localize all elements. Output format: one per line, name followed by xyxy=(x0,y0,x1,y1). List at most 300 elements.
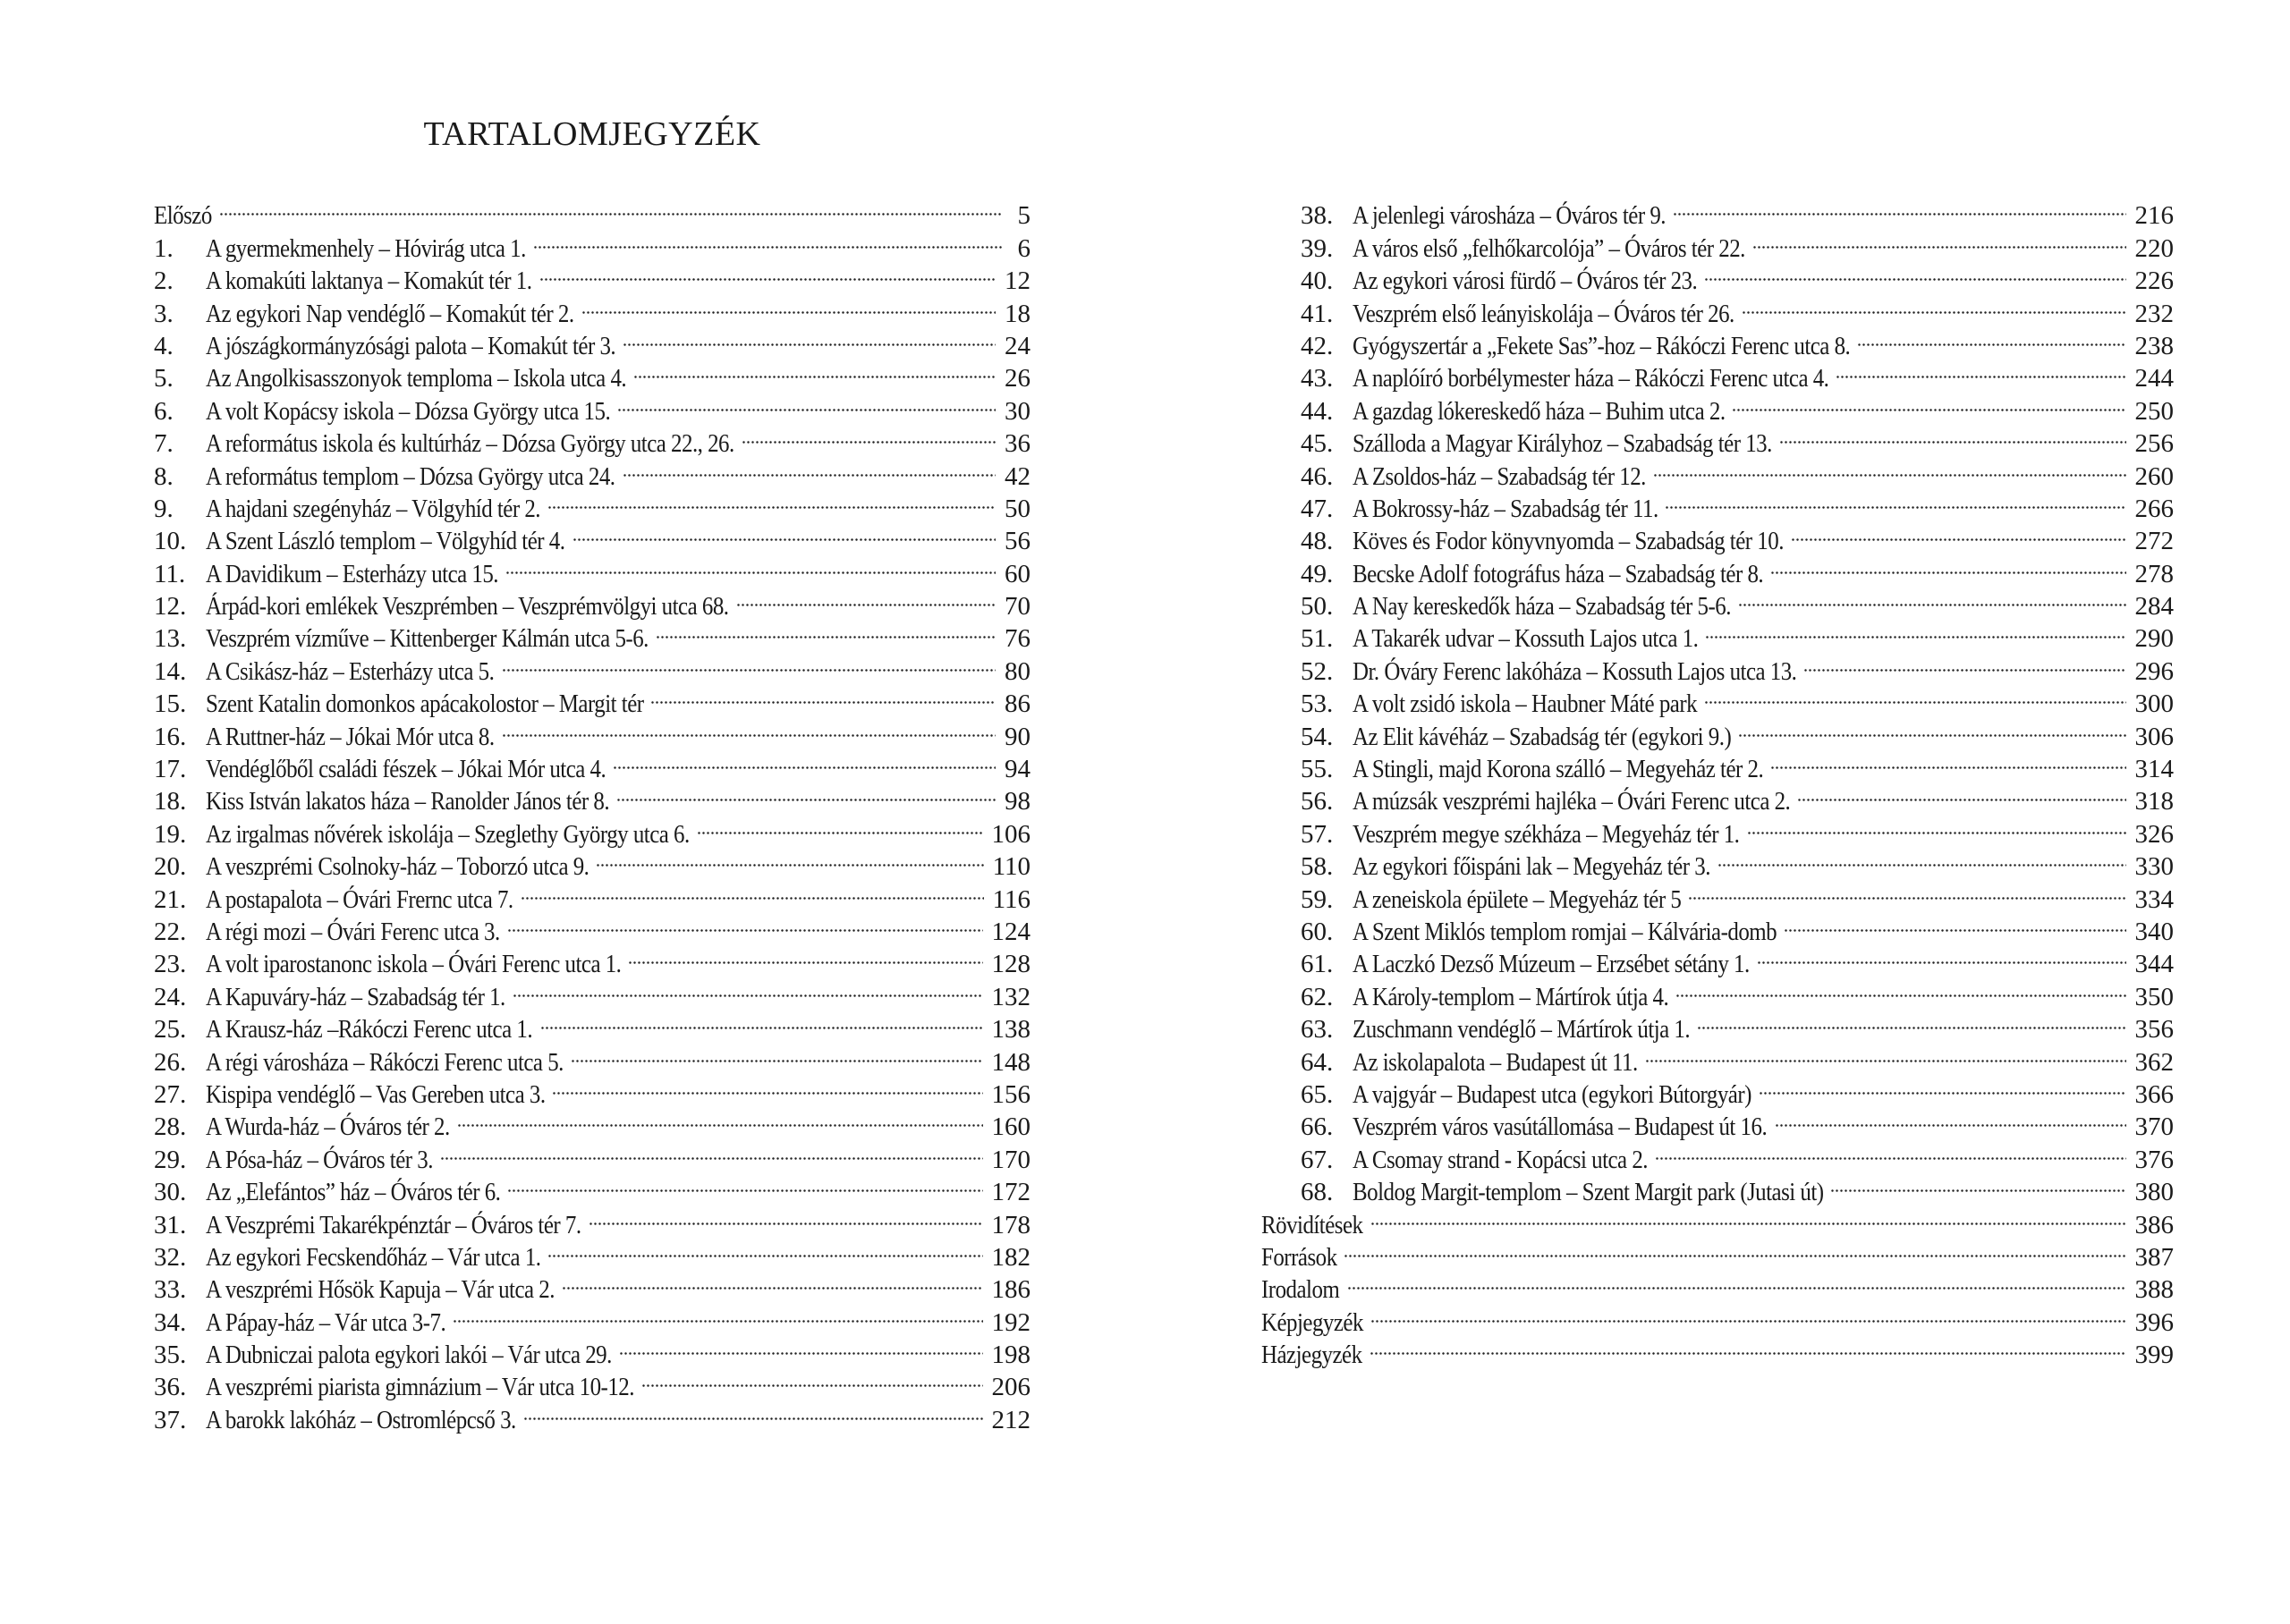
entry-number: 37. xyxy=(154,1405,187,1434)
dot-leader xyxy=(457,1103,983,1135)
dot-leader xyxy=(1705,614,2125,647)
entry-number: 20. xyxy=(154,852,187,882)
entry-page-number: 396 xyxy=(2134,1307,2174,1337)
entry-number: 24. xyxy=(154,982,187,1011)
entry-page-number: 366 xyxy=(2134,1079,2174,1109)
dot-leader xyxy=(1757,940,2126,972)
entry-page-number: 250 xyxy=(2134,396,2174,426)
dot-leader xyxy=(641,1363,982,1395)
entry-title: Az egykori főispáni lak – Megyeház tér 3. xyxy=(1353,852,1710,882)
toc-entry[interactable] xyxy=(1261,1331,2174,1370)
toc-entry[interactable] xyxy=(1261,1265,2174,1305)
entry-number: 9. xyxy=(154,494,174,523)
entry-title: A Pápay-ház – Vár utca 3-7. xyxy=(206,1307,446,1337)
entry-number: 34. xyxy=(154,1307,187,1337)
entry-title: Boldog Margit-templom – Szent Margit park (Jutasi út) xyxy=(1353,1178,1824,1207)
dot-leader xyxy=(623,452,996,484)
dot-leader xyxy=(1645,1037,2125,1070)
entry-number: 57. xyxy=(1301,819,1334,849)
entry-number: 27. xyxy=(154,1079,187,1109)
dot-leader xyxy=(596,842,983,875)
entry-title: A jelenlegi városháza – Óváros tér 9. xyxy=(1353,201,1667,231)
entry-page-number: 128 xyxy=(991,950,1030,979)
entry-title: A volt zsidó iskola – Haubner Máté park xyxy=(1353,689,1698,719)
dot-leader xyxy=(547,1233,982,1265)
entry-title: A Bokrossy-ház – Szabadság tér 11. xyxy=(1353,494,1658,523)
dot-leader xyxy=(697,809,983,842)
dot-leader xyxy=(742,419,996,452)
entry-title: A veszprémi piarista gimnázium – Vár utca 10-12. xyxy=(206,1373,634,1402)
dot-leader xyxy=(1747,809,2126,842)
entry-number: 2. xyxy=(154,266,174,296)
entry-title: A hajdani szegényház – Völgyhíd tér 2. xyxy=(206,494,541,523)
dot-leader xyxy=(1791,517,2126,549)
dot-leader xyxy=(547,485,996,517)
entry-page-number: 232 xyxy=(2134,299,2174,328)
entry-number: 35. xyxy=(154,1341,187,1370)
entry-number: 65. xyxy=(1301,1079,1334,1109)
entry-title: A Károly-templom – Mártírok útja 4. xyxy=(1353,982,1669,1011)
entry-title: A régi városháza – Rákóczi Ferenc utca 5. xyxy=(206,1047,564,1077)
entry-page-number: 138 xyxy=(991,1015,1030,1045)
entry-title: A naplóíró borbélymester háza – Rákóczi Ferenc utca 4. xyxy=(1353,364,1829,393)
entry-number: 42. xyxy=(1301,331,1334,360)
entry-number: 6. xyxy=(154,396,174,426)
entry-number: 52. xyxy=(1301,656,1334,686)
entry-page-number: 24 xyxy=(1005,331,1030,360)
entry-title: A Zsoldos-ház – Szabadság tér 12. xyxy=(1353,461,1646,491)
entry-number: 43. xyxy=(1301,364,1334,393)
dot-leader xyxy=(617,386,996,419)
entry-title: A Wurda-ház – Óváros tér 2. xyxy=(206,1112,450,1142)
entry-number: 12. xyxy=(154,592,187,622)
toc-right-column xyxy=(1261,191,2174,1370)
entry-page-number: 376 xyxy=(2134,1145,2174,1174)
dot-leader xyxy=(589,1200,983,1232)
dot-leader xyxy=(1779,419,2126,452)
dot-leader xyxy=(1775,1103,2126,1135)
entry-number: 26. xyxy=(154,1047,187,1077)
entry-number: 14. xyxy=(154,656,187,686)
dot-leader xyxy=(572,517,996,549)
entry-title: Rövidítések xyxy=(1261,1210,1363,1239)
entry-page-number: 284 xyxy=(2134,592,2174,622)
toc-entry[interactable] xyxy=(154,191,1030,231)
entry-title: Dr. Óváry Ferenc lakóháza – Kossuth Lajos utca 13. xyxy=(1353,656,1797,686)
entry-page-number: 216 xyxy=(2134,201,2174,231)
entry-title: Előszó xyxy=(154,201,212,231)
entry-page-number: 300 xyxy=(2134,689,2174,719)
entry-number: 47. xyxy=(1301,494,1334,523)
entry-number: 4. xyxy=(154,331,174,360)
entry-number: 66. xyxy=(1301,1112,1334,1142)
entry-number: 48. xyxy=(1301,527,1334,556)
entry-page-number: 110 xyxy=(992,852,1030,882)
dot-leader xyxy=(1742,289,2126,321)
entry-page-number: 86 xyxy=(1005,689,1030,719)
entry-title: A veszprémi Csolnoky-ház – Toborzó utca 9. xyxy=(206,852,589,882)
dot-leader xyxy=(502,712,997,744)
dot-leader xyxy=(540,1005,983,1037)
dot-leader xyxy=(1770,549,2125,581)
entry-title: Árpád-kori emlékek Veszprémben – Veszprémvölgyi utca 68. xyxy=(206,592,729,622)
entry-number: 40. xyxy=(1301,266,1334,296)
entry-number: 50. xyxy=(1301,592,1334,622)
entry-title: Képjegyzék xyxy=(1261,1307,1363,1337)
entry-title: Szálloda a Magyar Királyhoz – Szabadság tér 13. xyxy=(1353,429,1772,459)
entry-number: 38. xyxy=(1301,201,1334,231)
entry-page-number: 212 xyxy=(991,1405,1030,1434)
entry-number: 55. xyxy=(1301,755,1334,784)
dot-leader xyxy=(1830,1168,2125,1200)
entry-title: A Pósa-ház – Óváros tér 3. xyxy=(206,1145,433,1174)
dot-leader xyxy=(1836,354,2125,386)
entry-page-number: 42 xyxy=(1005,461,1030,491)
dot-leader xyxy=(619,1331,982,1363)
entry-page-number: 124 xyxy=(991,917,1030,946)
dot-leader xyxy=(1797,777,2125,809)
entry-number: 17. xyxy=(154,755,187,784)
dot-leader xyxy=(453,1298,982,1330)
entry-number: 10. xyxy=(154,527,187,556)
dot-leader xyxy=(650,680,996,712)
dot-leader xyxy=(1704,257,2125,289)
entry-page-number: 238 xyxy=(2134,331,2174,360)
page-title: TARTALOMJEGYZÉK xyxy=(423,115,761,153)
entry-title: A volt Kopácsy iskola – Dózsa György utca 15. xyxy=(206,396,611,426)
entry-page-number: 399 xyxy=(2134,1341,2174,1370)
entry-title: Az „Elefántos” ház – Óváros tér 6. xyxy=(206,1178,501,1207)
entry-page-number: 388 xyxy=(2134,1275,2174,1305)
entry-number: 33. xyxy=(154,1275,187,1305)
dot-leader xyxy=(1803,647,2125,679)
entry-page-number: 178 xyxy=(991,1210,1030,1239)
dot-leader xyxy=(1738,712,2125,744)
entry-title: A Veszprémi Takarékpénztár – Óváros tér 7. xyxy=(206,1210,581,1239)
entry-page-number: 148 xyxy=(991,1047,1030,1077)
entry-title: A barokk lakóház – Ostromlépcső 3. xyxy=(206,1405,516,1434)
toc-left-column xyxy=(154,191,1030,1434)
entry-page-number: 370 xyxy=(2134,1112,2174,1142)
entry-page-number: 76 xyxy=(1005,624,1030,654)
entry-title: A zeneiskola épülete – Megyeház tér 5 xyxy=(1353,884,1682,914)
entry-title: A régi mozi – Óvári Ferenc utca 3. xyxy=(206,917,500,946)
dot-leader xyxy=(507,908,983,940)
toc-entry[interactable] xyxy=(1261,1298,2174,1337)
entry-page-number: 94 xyxy=(1005,755,1030,784)
entry-number: 59. xyxy=(1301,884,1334,914)
entry-title: Kiss István lakatos háza – Ranolder János tér 8. xyxy=(206,787,610,816)
entry-page-number: 160 xyxy=(991,1112,1030,1142)
entry-page-number: 192 xyxy=(991,1307,1030,1337)
entry-title: Veszprém megye székháza – Megyeház tér 1. xyxy=(1353,819,1740,849)
entry-number: 64. xyxy=(1301,1047,1334,1077)
dot-leader xyxy=(1655,1135,2125,1167)
dot-leader xyxy=(1347,1265,2126,1298)
entry-title: A volt iparostanonc iskola – Óvári Ferenc utca 1. xyxy=(206,950,622,979)
entry-title: Irodalom xyxy=(1261,1275,1340,1305)
entry-title: Veszprém első leányiskolája – Óváros tér 26. xyxy=(1353,299,1734,328)
dot-leader xyxy=(533,224,1002,256)
entry-page-number: 362 xyxy=(2134,1047,2174,1077)
entry-page-number: 132 xyxy=(991,982,1030,1011)
dot-leader xyxy=(1718,842,2126,875)
dot-leader xyxy=(562,1265,983,1298)
entry-title: A gazdag lókereskedő háza – Buhim utca 2. xyxy=(1353,396,1726,426)
entry-title: A református templom – Dózsa György utca 24. xyxy=(206,461,615,491)
entry-page-number: 326 xyxy=(2134,819,2174,849)
entry-title: Zuschmann vendéglő – Mártírok útja 1. xyxy=(1353,1015,1691,1045)
entry-title: Források xyxy=(1261,1242,1337,1272)
entry-title: A vajgyár – Budapest utca (egykori Bútorgyár) xyxy=(1353,1079,1751,1109)
dot-leader xyxy=(1653,452,2126,484)
entry-page-number: 12 xyxy=(1005,266,1030,296)
entry-number: 45. xyxy=(1301,429,1334,459)
entry-page-number: 186 xyxy=(991,1275,1030,1305)
toc-entry[interactable] xyxy=(1261,191,2174,231)
entry-number: 46. xyxy=(1301,461,1334,491)
toc-entry[interactable] xyxy=(154,224,1030,263)
entry-page-number: 172 xyxy=(991,1178,1030,1207)
entry-title: Veszprém város vasútállomása – Budapest út 16. xyxy=(1353,1112,1768,1142)
dot-leader xyxy=(513,972,983,1004)
entry-page-number: 56 xyxy=(1005,527,1030,556)
entry-page-number: 70 xyxy=(1005,592,1030,622)
entry-page-number: 170 xyxy=(991,1145,1030,1174)
dot-leader xyxy=(502,647,997,679)
entry-number: 41. xyxy=(1301,299,1334,328)
entry-page-number: 50 xyxy=(1005,494,1030,523)
entry-page-number: 290 xyxy=(2134,624,2174,654)
entry-page-number: 344 xyxy=(2134,950,2174,979)
entry-page-number: 256 xyxy=(2134,429,2174,459)
dot-leader xyxy=(1784,908,2126,940)
dot-leader xyxy=(1857,322,2125,354)
entry-title: Becske Adolf fotográfus háza – Szabadság tér 8. xyxy=(1353,559,1764,588)
entry-page-number: 244 xyxy=(2134,364,2174,393)
entry-number: 68. xyxy=(1301,1178,1334,1207)
entry-number: 32. xyxy=(154,1242,187,1272)
entry-title: A postapalota – Óvári Frernc utca 7. xyxy=(206,884,513,914)
dot-leader xyxy=(1344,1233,2125,1265)
entry-number: 30. xyxy=(154,1178,187,1207)
entry-page-number: 90 xyxy=(1005,722,1030,751)
entry-number: 62. xyxy=(1301,982,1334,1011)
entry-number: 5. xyxy=(154,364,174,393)
entry-title: Köves és Fodor könyvnyomda – Szabadság tér 10. xyxy=(1353,527,1784,556)
entry-title: A Csikász-ház – Esterházy utca 5. xyxy=(206,656,495,686)
dot-leader xyxy=(1738,582,2125,614)
dot-leader xyxy=(656,614,997,647)
entry-page-number: 334 xyxy=(2134,884,2174,914)
entry-number: 49. xyxy=(1301,559,1334,588)
entry-number: 60. xyxy=(1301,917,1334,946)
entry-title: A Stingli, majd Korona szálló – Megyeház tér 2. xyxy=(1353,755,1764,784)
entry-title: Az Elit kávéház – Szabadság tér (egykori 9.) xyxy=(1353,722,1732,751)
entry-page-number: 387 xyxy=(2134,1242,2174,1272)
entry-page-number: 260 xyxy=(2134,461,2174,491)
entry-page-number: 386 xyxy=(2134,1210,2174,1239)
dot-leader xyxy=(613,745,996,777)
entry-page-number: 26 xyxy=(1005,364,1030,393)
entry-title: Házjegyzék xyxy=(1261,1341,1362,1370)
entry-page-number: 318 xyxy=(2134,787,2174,816)
entry-title: Kispipa vendéglő – Vas Gereben utca 3. xyxy=(206,1079,546,1109)
entry-number: 56. xyxy=(1301,787,1334,816)
entry-title: Az iskolapalota – Budapest út 11. xyxy=(1353,1047,1638,1077)
entry-number: 8. xyxy=(154,461,174,491)
entry-title: A Krausz-ház –Rákóczi Ferenc utca 1. xyxy=(206,1015,533,1045)
entry-title: A gyermekmenhely – Hóvirág utca 1. xyxy=(206,233,526,263)
entry-page-number: 60 xyxy=(1005,559,1030,588)
entry-number: 58. xyxy=(1301,852,1334,882)
entry-page-number: 18 xyxy=(1005,299,1030,328)
entry-page-number: 156 xyxy=(991,1079,1030,1109)
entry-number: 31. xyxy=(154,1210,187,1239)
entry-number: 44. xyxy=(1301,396,1334,426)
entry-number: 7. xyxy=(154,429,174,459)
toc-entry[interactable] xyxy=(1261,1200,2174,1239)
entry-number: 16. xyxy=(154,722,187,751)
entry-title: A Ruttner-ház – Jókai Mór utca 8. xyxy=(206,722,495,751)
entry-page-number: 296 xyxy=(2134,656,2174,686)
entry-page-number: 306 xyxy=(2134,722,2174,751)
entry-title: A református iskola és kultúrház – Dózsa György utca 22., 26. xyxy=(206,429,734,459)
dot-leader xyxy=(552,1070,982,1103)
entry-title: Az irgalmas nővérek iskolája – Szeglethy György utca 6. xyxy=(206,819,690,849)
entry-number: 18. xyxy=(154,787,187,816)
entry-number: 19. xyxy=(154,819,187,849)
entry-number: 13. xyxy=(154,624,187,654)
dot-leader xyxy=(1370,1298,2125,1330)
dot-leader xyxy=(1759,1070,2125,1103)
entry-number: 39. xyxy=(1301,233,1334,263)
entry-title: A Dubniczai palota egykori lakói – Vár utca 29. xyxy=(206,1341,612,1370)
entry-title: A jószágkormányzósági palota – Komakút tér 3. xyxy=(206,331,616,360)
entry-page-number: 98 xyxy=(1005,787,1030,816)
dot-leader xyxy=(219,191,1003,224)
entry-page-number: 5 xyxy=(1017,201,1030,231)
dot-leader xyxy=(1770,745,2125,777)
entry-page-number: 36 xyxy=(1005,429,1030,459)
entry-title: Az egykori városi fürdő – Óváros tér 23. xyxy=(1353,266,1698,296)
entry-number: 36. xyxy=(154,1373,187,1402)
entry-number: 21. xyxy=(154,884,187,914)
dot-leader xyxy=(521,875,984,907)
entry-title: Veszprém vízműve – Kittenberger Kálmán utca 5-6. xyxy=(206,624,649,654)
entry-number: 3. xyxy=(154,299,174,328)
entry-title: Vendéglőből családi fészek – Jókai Mór utca 4. xyxy=(206,755,606,784)
entry-page-number: 116 xyxy=(992,884,1030,914)
entry-title: Az Angolkisasszonyok temploma – Iskola utca 4. xyxy=(206,364,627,393)
entry-title: A veszprémi Hősök Kapuja – Vár utca 2. xyxy=(206,1275,555,1305)
dot-leader xyxy=(505,549,996,581)
entry-page-number: 330 xyxy=(2134,852,2174,882)
entry-page-number: 356 xyxy=(2134,1015,2174,1045)
entry-number: 1. xyxy=(154,233,174,263)
entry-number: 25. xyxy=(154,1015,187,1045)
dot-leader xyxy=(523,1395,983,1427)
entry-number: 28. xyxy=(154,1112,187,1142)
dot-leader xyxy=(1752,224,2126,256)
entry-number: 15. xyxy=(154,689,187,719)
entry-title: A komakúti laktanya – Komakút tér 1. xyxy=(206,266,532,296)
dot-leader xyxy=(1665,485,2125,517)
entry-title: Szent Katalin domonkos apácakolostor – Margit tér xyxy=(206,689,644,719)
entry-number: 54. xyxy=(1301,722,1334,751)
entry-page-number: 226 xyxy=(2134,266,2174,296)
dot-leader xyxy=(1370,1200,2126,1232)
entry-number: 23. xyxy=(154,950,187,979)
entry-title: A Kapuváry-ház – Szabadság tér 1. xyxy=(206,982,505,1011)
entry-number: 29. xyxy=(154,1145,187,1174)
dot-leader xyxy=(1732,386,2125,419)
entry-title: A Szent László templom – Völgyhíd tér 4. xyxy=(206,527,565,556)
entry-page-number: 80 xyxy=(1005,656,1030,686)
toc-entry[interactable] xyxy=(1261,1233,2174,1272)
entry-title: A Szent Miklós templom romjai – Kálvária-domb xyxy=(1353,917,1777,946)
entry-title: A város első „felhőkarcolója” – Óváros tér 22. xyxy=(1353,233,1745,263)
entry-title: A Nay kereskedők háza – Szabadság tér 5-6. xyxy=(1353,592,1731,622)
dot-leader xyxy=(633,354,996,386)
entry-title: A Laczkó Dezső Múzeum – Erzsébet sétány 1. xyxy=(1353,950,1750,979)
entry-page-number: 198 xyxy=(991,1341,1030,1370)
entry-page-number: 278 xyxy=(2134,559,2174,588)
entry-title: A múzsák veszprémi hajléka – Óvári Ferenc utca 2. xyxy=(1353,787,1791,816)
entry-page-number: 206 xyxy=(991,1373,1030,1402)
entry-page-number: 30 xyxy=(1005,396,1030,426)
entry-number: 67. xyxy=(1301,1145,1334,1174)
entry-page-number: 266 xyxy=(2134,494,2174,523)
entry-page-number: 350 xyxy=(2134,982,2174,1011)
entry-number: 51. xyxy=(1301,624,1334,654)
dot-leader xyxy=(581,289,996,321)
dot-leader xyxy=(623,322,996,354)
dot-leader xyxy=(1704,680,2125,712)
dot-leader xyxy=(628,940,982,972)
dot-leader xyxy=(440,1135,983,1167)
entry-page-number: 220 xyxy=(2134,233,2174,263)
dot-leader xyxy=(571,1037,983,1070)
entry-page-number: 340 xyxy=(2134,917,2174,946)
dot-leader xyxy=(736,582,996,614)
entry-title: A Davidikum – Esterházy utca 15. xyxy=(206,559,499,588)
entry-page-number: 314 xyxy=(2134,755,2174,784)
entry-page-number: 106 xyxy=(991,819,1030,849)
entry-title: Az egykori Fecskendőház – Vár utca 1. xyxy=(206,1242,541,1272)
entry-number: 22. xyxy=(154,917,187,946)
dot-leader xyxy=(539,257,996,289)
dot-leader xyxy=(1370,1331,2126,1363)
entry-page-number: 182 xyxy=(991,1242,1030,1272)
dot-leader xyxy=(507,1168,982,1200)
entry-number: 63. xyxy=(1301,1015,1334,1045)
dot-leader xyxy=(616,777,996,809)
entry-number: 61. xyxy=(1301,950,1334,979)
entry-title: A Takarék udvar – Kossuth Lajos utca 1. xyxy=(1353,624,1699,654)
dot-leader xyxy=(1673,191,2125,224)
dot-leader xyxy=(1697,1005,2126,1037)
dot-leader xyxy=(1675,972,2125,1004)
entry-page-number: 272 xyxy=(2134,527,2174,556)
entry-title: Az egykori Nap vendéglő – Komakút tér 2. xyxy=(206,299,574,328)
entry-page-number: 6 xyxy=(1017,233,1030,263)
entry-number: 53. xyxy=(1301,689,1334,719)
entry-page-number: 380 xyxy=(2134,1178,2174,1207)
entry-title: Gyógyszertár a „Fekete Sas”-hoz – Rákóczi Ferenc utca 8. xyxy=(1353,331,1851,360)
entry-number: 11. xyxy=(154,559,186,588)
entry-title: A Csomay strand - Kopácsi utca 2. xyxy=(1353,1145,1648,1174)
